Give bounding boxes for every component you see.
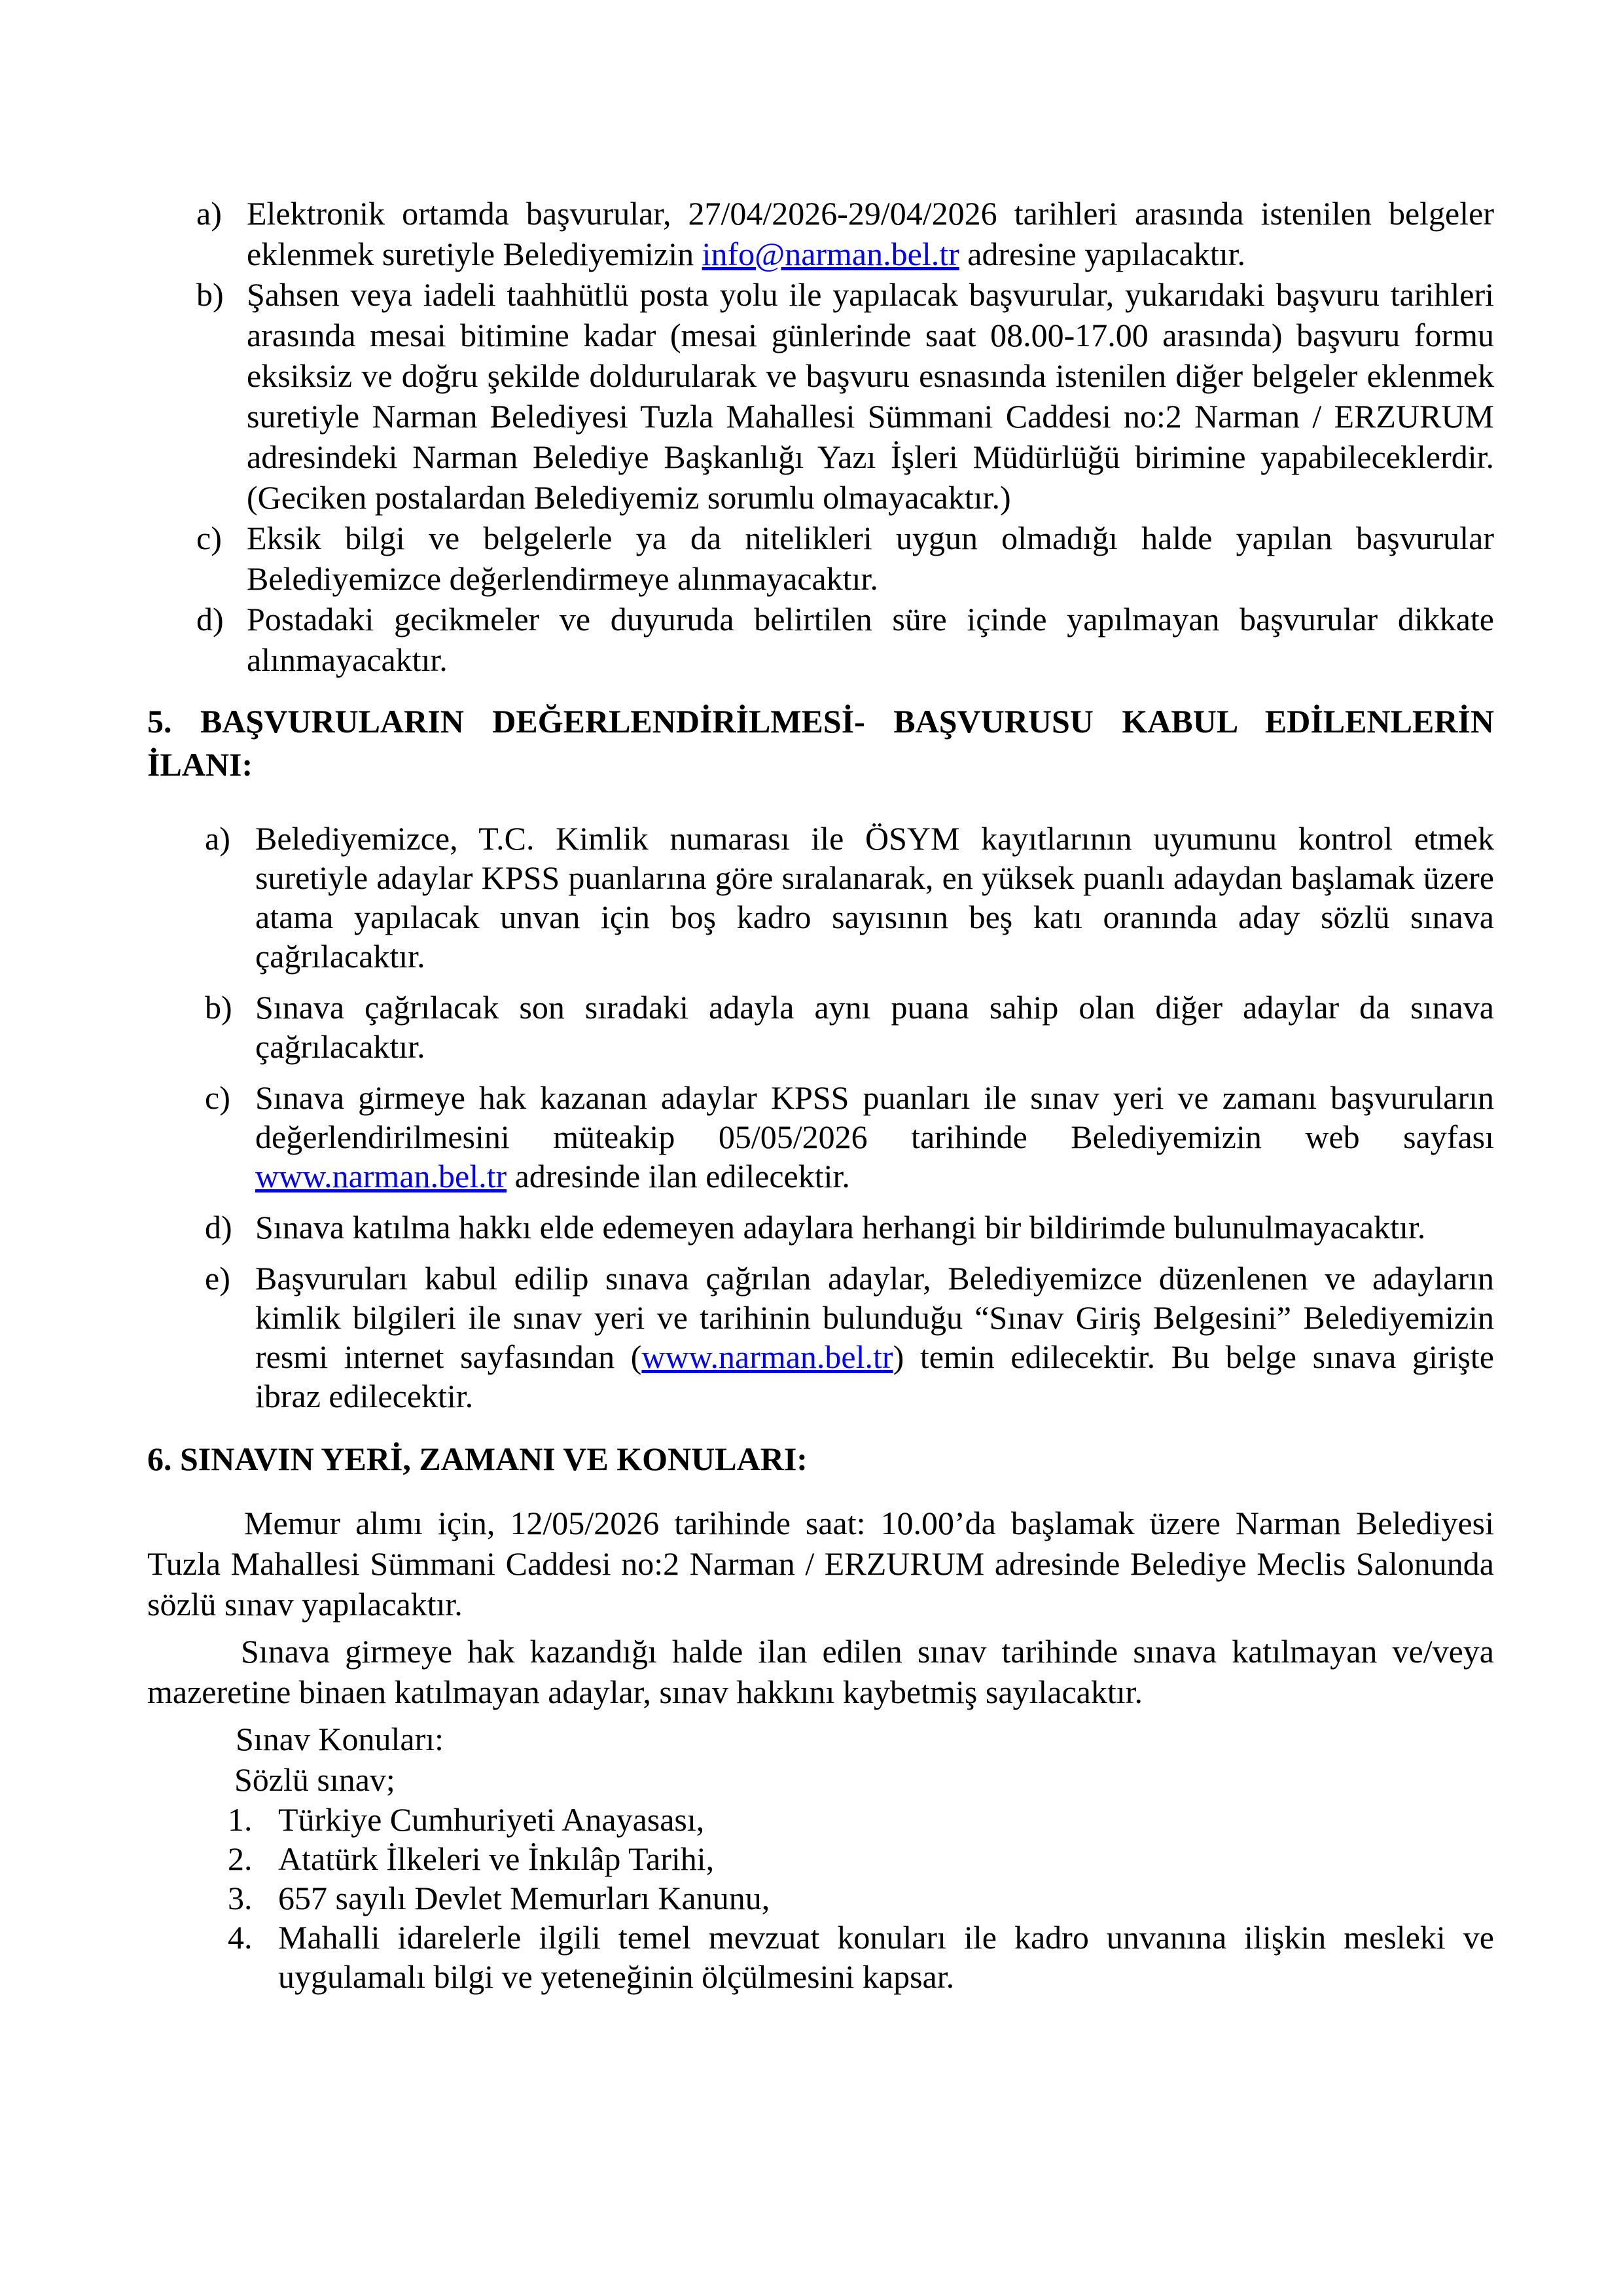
list-item-e <box>147 1259 1494 1416</box>
website-link[interactable]: www.narman.bel.tr <box>641 1338 893 1375</box>
numbered-item-2 <box>147 1839 1494 1878</box>
document-content <box>147 193 1494 1996</box>
oral-exam-label: Sözlü sınav; <box>234 1761 395 1798</box>
list-marker: 4. <box>228 1919 253 1956</box>
list-item-text: Türkiye Cumhuriyeti Anayasası, <box>278 1801 705 1838</box>
numbered-item-3 <box>147 1878 1494 1918</box>
list-marker: c) <box>205 1079 230 1116</box>
list-marker: 1. <box>228 1801 253 1838</box>
list-item-text: Başvuruları kabul edilip sınava çağrılan adaylar, Belediyemizce düzenlenen ve adayların kimlik bilgileri ile sınav yeri ve tarihinin bulunduğu “Sınav Giriş Belgesini” Belediyemizin resmi internet sayfasından ( <box>255 1260 1494 1375</box>
exam-absence-paragraph: Sınava girmeye hak kazandığı halde ilan edilen sınav tarihinde sınava katılmayan ve/veya mazeretine binaen katılmayan adaylar, sınav hakkını kaybetmiş sayılacaktır. <box>147 1633 1494 1710</box>
exam-location-paragraph: Memur alımı için, 12/05/2026 tarihinde saat: 10.00’da başlamak üzere Narman Belediyesi Tuzla Mahallesi Sümmani Caddesi no:2 Narman / ERZURUM adresinde Belediye Meclis Salonunda sözlü sınav yapılacaktır. <box>147 1505 1494 1623</box>
list-item-text: 657 sayılı Devlet Memurları Kanunu, <box>278 1880 770 1916</box>
list-marker: b) <box>205 989 232 1026</box>
list-item-text: Belediyemizce, T.C. Kimlik numarası ile ÖSYM kayıtlarının uyumunu kontrol etmek suretiyle adaylar KPSS puanlarına göre sıralanarak, en yüksek puanlı adaydan başlamak üzere atama yapılacak unvan için boş kadro sayısının beş katı oranında aday sözlü sınava çağrılacaktır. <box>255 820 1494 975</box>
list-marker: 3. <box>228 1880 253 1916</box>
list-marker: 2. <box>228 1840 253 1877</box>
list-marker: a) <box>205 820 230 857</box>
exam-topics-list <box>147 1800 1494 1996</box>
list-item-c <box>147 518 1494 599</box>
list-item-d <box>147 1208 1494 1247</box>
list-item-b <box>147 988 1494 1066</box>
list-marker: b) <box>196 276 224 313</box>
list-item-c <box>147 1078 1494 1196</box>
list-item-text: ) temin edilecektir. Bu belge sınava girişte ibraz edilecektir. <box>255 1338 1494 1414</box>
list-item-text: Sınava katılma hakkı elde edemeyen adaylara herhangi bir bildirimde bulunulmayacaktır. <box>255 1209 1426 1246</box>
list-item-d <box>147 599 1494 680</box>
list-marker: d) <box>196 601 224 637</box>
evaluation-list <box>147 819 1494 1416</box>
list-item-text: Şahsen veya iadeli taahhütlü posta yolu ile yapılacak başvurular, yukarıdaki başvuru tarihleri arasında mesai bitimine kadar (mesai günlerinde saat 08.00-17.00 arasında) başvuru formu eksiksiz ve doğru şekilde doldurularak ve başvuru esnasında istenilen diğer belgeler eklenmek suretiyle Narman Belediyesi Tuzla Mahallesi Sümmani Caddesi no:2 Narman / ERZURUM adresindeki Narman Belediye Başkanlığı Yazı İşleri Müdürlüğü birimine yapabileceklerdir. (Geciken postalardan Belediyemiz sorumlu olmayacaktır.) <box>247 276 1494 516</box>
numbered-item-4 <box>147 1918 1494 1996</box>
list-item-text: Eksik bilgi ve belgelerle ya da nitelikleri uygun olmadığı halde yapılan başvurular Belediyemizce değerlendirmeye alınmayacaktır. <box>247 520 1494 597</box>
section-6-heading: 6. SINAVIN YERİ, ZAMANI VE KONULARI: <box>147 1441 808 1477</box>
section-5-heading: 5. BAŞVURULARIN DEĞERLENDİRİLMESİ- BAŞVURUSU KABUL EDİLENLERİN İLANI: <box>147 703 1494 783</box>
list-item-text: Postadaki gecikmeler ve duyuruda belirtilen süre içinde yapılmayan başvurular dikkate alınmayacaktır. <box>247 601 1494 678</box>
list-item-text: Mahalli idarelerle ilgili temel mevzuat konuları ile kadro unvanına ilişkin mesleki ve uygulamalı bilgi ve yeteneğinin ölçülmesini kapsar. <box>278 1919 1494 1995</box>
list-marker: d) <box>205 1209 232 1246</box>
list-item-b <box>147 274 1494 518</box>
list-marker: a) <box>196 195 222 232</box>
list-item-text: Sınava çağrılacak son sıradaki adayla aynı puana sahip olan diğer adaylar da sınava çağrılacaktır. <box>255 989 1494 1065</box>
list-item-text: Sınava girmeye hak kazanan adaylar KPSS puanları ile sınav yeri ve zamanı başvuruların değerlendirilmesini müteakip 05/05/2026 tarihinde Belediyemizin web sayfası <box>255 1079 1494 1155</box>
exam-topics-label: Sınav Konuları: <box>236 1721 444 1757</box>
list-item-text: Elektronik ortamda başvurular, 27/04/2026-29/04/2026 tarihleri arasında istenilen belgeler eklenmek suretiyle Belediyemizin <box>247 195 1494 272</box>
website-link[interactable]: www.narman.bel.tr <box>255 1158 507 1194</box>
list-item-text: Atatürk İlkeleri ve İnkılâp Tarihi, <box>278 1840 715 1877</box>
list-item-text: adresine yapılacaktır. <box>959 236 1246 272</box>
application-method-list <box>147 193 1494 680</box>
list-item-a <box>147 193 1494 274</box>
numbered-item-1 <box>147 1800 1494 1839</box>
list-item-a <box>147 819 1494 976</box>
email-link[interactable]: info@narman.bel.tr <box>702 236 959 272</box>
list-marker: e) <box>205 1260 230 1297</box>
list-marker: c) <box>196 520 222 556</box>
list-item-text: adresinde ilan edilecektir. <box>507 1158 850 1194</box>
